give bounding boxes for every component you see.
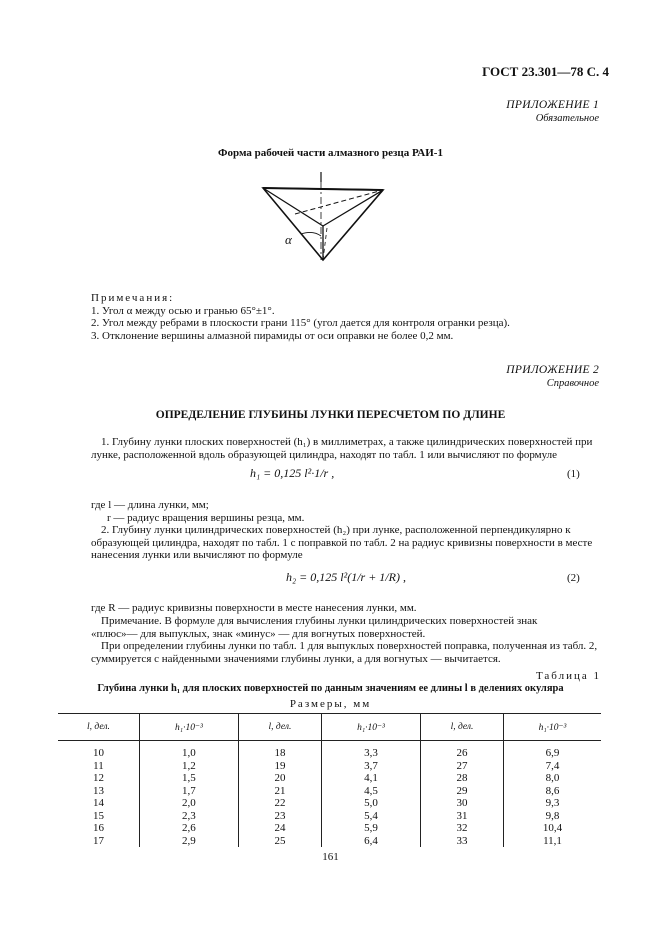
table-cell: 13 — [92, 784, 104, 797]
table-row — [58, 785, 601, 798]
notes-block — [91, 292, 601, 342]
paragraph-1-line-1: 1. Глубину лунки плоских поверхностей (h₁) в миллиметрах, а также цилиндрических поверхностей при — [101, 436, 593, 448]
table-cell: 8,0 — [504, 772, 601, 785]
note-2-block — [91, 615, 601, 640]
angle-alpha-label: α — [285, 232, 292, 247]
table-cell: 4,1 — [321, 772, 420, 785]
table-cell: 11,1 — [504, 835, 601, 848]
table-row — [58, 797, 601, 810]
table-cell: 5,9 — [321, 822, 420, 835]
note-item-3: 3. Отклонение вершины алмазной пирамиды от оси оправки не более 0,2 мм. — [91, 329, 454, 342]
note-item-2: 2. Угол между ребрами в плоскости грани 115° (угол дается для контроля огранки резца). — [91, 317, 510, 329]
table-header-cell: l, дел. — [238, 714, 321, 741]
table-cell: 24 — [238, 822, 321, 835]
page-number: 161 — [322, 851, 339, 863]
table-1-title: Глубина лунки h₁ для плоских поверхностей по данным значениям ее длины l в делениях окуляра — [97, 683, 564, 694]
table-cell: 5,4 — [321, 810, 420, 823]
table-cell: 11 — [93, 759, 104, 772]
table-header-cell: h₁·10⁻³ — [321, 714, 420, 741]
table-row — [58, 810, 601, 823]
table-cell: 3,3 — [321, 741, 420, 760]
appendix-2-title: ПРИЛОЖЕНИЕ 2 — [506, 364, 599, 376]
paragraph-1-line-2: лунке, расположенной вдоль образующей цилиндра, находят по табл. 1 или вычисляют по формуле — [91, 448, 558, 461]
paragraph-3 — [91, 640, 601, 665]
table-cell: 10 — [92, 747, 104, 760]
table-header-cell: h₁·10⁻³ — [504, 714, 601, 741]
table-cell: 18 — [238, 741, 321, 760]
where-block-1 — [91, 499, 601, 524]
table-cell: 2,0 — [139, 797, 238, 810]
table-cell: 16 — [92, 822, 104, 835]
table-cell: 14 — [92, 797, 104, 810]
table-cell: 5,0 — [321, 797, 420, 810]
table-cell: 7,4 — [504, 760, 601, 773]
table-cell: 10,4 — [504, 822, 601, 835]
table-cell: 1,0 — [139, 741, 238, 760]
paragraph-1 — [91, 436, 601, 461]
table-row — [58, 772, 601, 785]
document-reference: ГОСТ 23.301—78 С. 4 — [482, 64, 609, 79]
table-cell: 21 — [238, 785, 321, 798]
table-cell: 2,9 — [139, 835, 238, 848]
table-row — [58, 760, 601, 773]
appendix-1-subtitle: Обязательное — [535, 113, 599, 124]
table-cell: 15 — [92, 809, 104, 822]
paragraph-3-line-1: При определении глубины лунки по табл. 1 для выпуклых поверхностей поправка, полученная из табл. 2, — [101, 640, 598, 652]
table-row — [58, 835, 601, 848]
where-2: где R — радиус кривизны поверхности в месте нанесения лунки, мм. — [91, 602, 417, 614]
table-cell: 20 — [238, 772, 321, 785]
pyramid-base-edge — [263, 188, 383, 190]
where-1-line-2: r — радиус вращения вершины резца, мм. — [107, 511, 305, 524]
table-1-label: Таблица 1 — [535, 670, 601, 682]
table-cell: 30 — [421, 797, 504, 810]
table-cell: 6,9 — [504, 741, 601, 760]
hidden-edge — [295, 190, 383, 214]
table-cell: 29 — [421, 785, 504, 798]
appendix-1-heading — [506, 98, 599, 126]
table-cell: 9,8 — [504, 810, 601, 823]
appendix-2-subtitle: Справочное — [546, 378, 599, 389]
table-header-cell: l, дел. — [421, 714, 504, 741]
note-2-line-2: «плюс»— для выпуклых, знак «минус» — для вогнутых поверхностей. — [91, 627, 426, 640]
table-cell: 1,2 — [139, 760, 238, 773]
table-row — [58, 741, 601, 760]
table-cell: 19 — [238, 760, 321, 773]
appendix-2-heading — [506, 363, 599, 391]
table-cell: 6,4 — [321, 835, 420, 848]
paragraph-2 — [91, 524, 601, 562]
pyramid-right-edge — [323, 190, 383, 226]
table-cell: 28 — [421, 772, 504, 785]
pyramid-left-edge — [263, 188, 323, 226]
appendix-1-title: ПРИЛОЖЕНИЕ 1 — [506, 99, 599, 111]
table-cell: 8,6 — [504, 785, 601, 798]
table-header-cell: l, дел. — [58, 714, 139, 741]
paragraph-3-line-2: суммируется с найденными значениями глубины лунки, а для вогнутых — вычитается. — [91, 652, 501, 665]
table-row — [58, 822, 601, 835]
table-cell: 3,7 — [321, 760, 420, 773]
table-cell: 26 — [421, 741, 504, 760]
table-header-cell: h₁·10⁻³ — [139, 714, 238, 741]
formula-1-number: (1) — [567, 468, 580, 480]
table-cell: 4,5 — [321, 785, 420, 798]
table-cell: 9,3 — [504, 797, 601, 810]
table-cell: 32 — [421, 822, 504, 835]
diamond-cutter-figure — [255, 172, 395, 270]
notes-heading: Примечания: — [91, 292, 175, 304]
table-1-units: Размеры, мм — [289, 698, 372, 710]
note-item-1: 1. Угол α между осью и гранью 65°±1°. — [91, 304, 275, 317]
paragraph-2-line-1: 2. Глубину лунки цилиндрических поверхностей (h₂) при лунке, расположенной перпендикулярно к — [101, 524, 571, 536]
table-cell: 1,7 — [139, 785, 238, 798]
formula-1: h₁ = 0,125 l²·1/r , — [250, 466, 335, 480]
table-cell: 1,5 — [139, 772, 238, 785]
figure-caption: Форма рабочей части алмазного резца РАИ-1 — [218, 147, 443, 159]
table-header-row — [58, 714, 601, 741]
formula-2: h₂ = 0,125 l²(1/r + 1/R) , — [286, 570, 406, 584]
note-2-line-1: Примечание. В формуле для вычисления глубины лунки цилиндрических поверхностей знак — [101, 615, 538, 627]
table-cell: 17 — [92, 834, 104, 847]
table-cell: 12 — [92, 772, 104, 785]
paragraph-2-line-2: образующей цилиндра, находят по табл. 1 с поправкой по табл. 2 на радиус кривизны поверхности в месте — [91, 536, 593, 549]
table-cell: 25 — [238, 835, 321, 848]
table-cell: 33 — [421, 835, 504, 848]
table-cell: 23 — [238, 810, 321, 823]
table-cell: 22 — [238, 797, 321, 810]
section-title: ОПРЕДЕЛЕНИЕ ГЛУБИНЫ ЛУНКИ ПЕРЕСЧЕТОМ ПО ДЛИНЕ — [155, 409, 506, 421]
table-cell: 27 — [421, 760, 504, 773]
table-1 — [58, 713, 601, 847]
table-cell: 31 — [421, 810, 504, 823]
paragraph-2-line-3: нанесения лунки или вычисляют по формуле — [91, 549, 303, 561]
table-cell: 2,3 — [139, 810, 238, 823]
angle-arc — [301, 232, 321, 236]
where-1-line-1: где l — длина лунки, мм; — [91, 499, 209, 511]
table-cell: 2,6 — [139, 822, 238, 835]
formula-2-number: (2) — [567, 572, 580, 584]
